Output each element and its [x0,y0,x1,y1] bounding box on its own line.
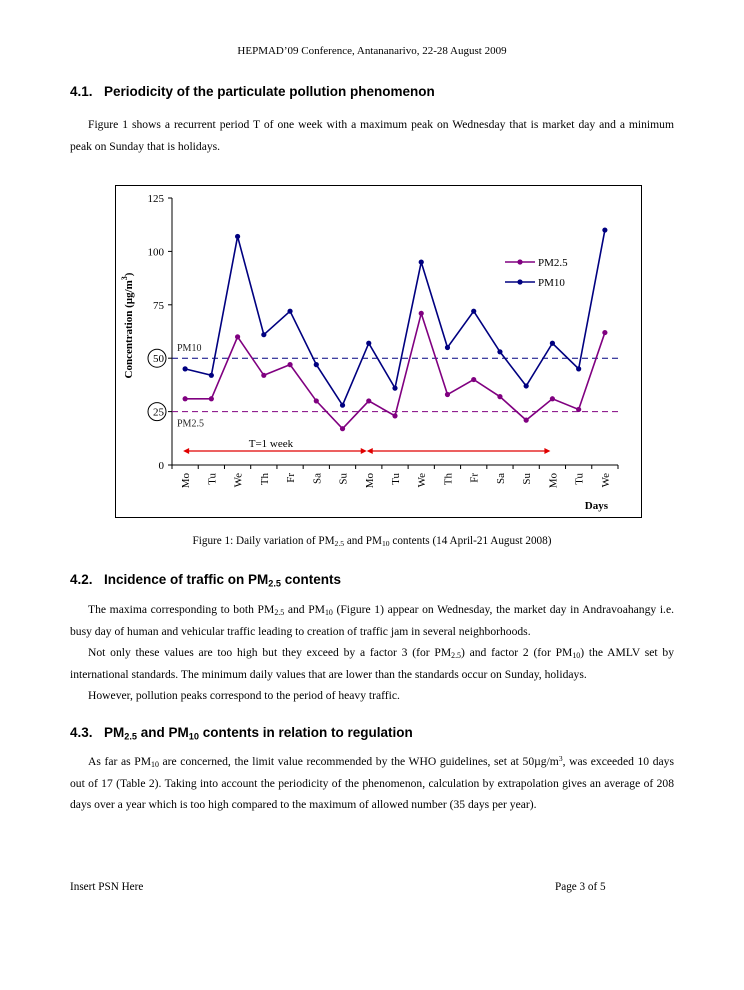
data-point [261,373,266,378]
subscript: 10 [572,650,581,660]
section-heading-4-2 [70,572,341,587]
paragraph [70,114,674,157]
x-tick-label: We [232,473,245,488]
x-tick-label: Th [442,473,455,486]
x-tick-label: We [599,473,612,488]
section-number: 4.3. [70,725,93,740]
y-axis-label-sup: 3 [120,276,129,281]
text-run: Periodicity of the particulate pollution phenomenon [104,84,435,99]
text-run: (Figure 1) appear on Wednesday, the market day in Andravoahangy i.e. busy day of human and vehicular traffic leading to creation of traffic jam in several neighborhoods. [70,603,674,638]
section-4-1-body [70,114,674,157]
data-point [366,341,371,346]
chart-svg [116,186,641,517]
page-header: HEPMAD’09 Conference, Antananarivo, 22-28 August 2009 [237,45,507,57]
subscript: 2.5 [334,538,345,548]
text-run: and PM [137,725,189,740]
x-axis-label: Days [584,500,608,512]
section-number: 4.2. [70,572,93,587]
arrow-head-right [361,448,367,454]
data-point [235,234,240,239]
data-point [235,334,240,339]
x-tick-label: Fr [468,473,481,483]
text-run: ) the AMLV set by international standards. The minimum daily values that are lower than the standards occur on Sunday, holidays. [70,646,675,681]
x-tick-label: Tu [206,473,219,485]
data-point [445,345,450,350]
data-point [524,383,529,388]
data-point [602,330,607,335]
paragraph [70,685,674,707]
section-4-2-body [70,599,674,707]
data-point [419,311,424,316]
superscript: 3 [558,754,563,764]
subscript: 2.5 [274,607,285,617]
data-point [340,403,345,408]
text-run: contents [281,572,342,587]
text-run: contents in relation to regulation [198,725,413,740]
y-tick-label: 25 [153,406,164,419]
data-point [497,349,502,354]
y-tick-label: 75 [153,299,164,312]
data-point [550,396,555,401]
paragraph [70,751,674,816]
x-tick-label: Mo [363,473,376,489]
x-tick-label: Su [337,473,350,485]
subscript: 10 [324,607,333,617]
arrow-head-right [544,448,550,454]
data-point [183,396,188,401]
x-tick-label: Th [258,473,271,486]
data-point [419,259,424,264]
subscript: 2.5 [451,650,461,660]
subscript: 10 [188,731,199,742]
y-tick-label: 100 [147,246,164,259]
data-point [576,366,581,371]
data-point [576,407,581,412]
y-axis-label-end: ) [123,272,135,277]
data-point [524,418,529,423]
arrow-head-left [183,448,189,454]
data-point [471,309,476,314]
subscript: 10 [151,759,159,769]
text-run: Figure 1 shows a recurrent period T of one week with a maximum peak on Wednesday that is market day and a minimum peak on Sunday that is holidays. [70,118,674,153]
data-point [314,362,319,367]
text-run: contents (14 April-21 August 2008) [389,535,552,547]
data-point [445,392,450,397]
reference-line-label: PM10 [177,343,202,355]
x-tick-label: Su [521,473,534,485]
data-point [471,377,476,382]
paragraph [70,599,674,642]
section-heading-4-3 [70,725,413,740]
section-heading-4-1 [70,84,435,99]
text-run: The maxima corresponding to both PM [88,603,275,616]
data-point [392,413,397,418]
subscript: 10 [381,538,390,548]
data-point [183,366,188,371]
data-point [602,227,607,232]
y-axis-label [120,272,135,378]
data-point [340,426,345,431]
legend-label: PM2.5 [538,257,568,269]
data-point [287,362,292,367]
x-tick-label: Sa [311,473,324,484]
arrow-head-left [367,448,373,454]
section-title [104,572,341,587]
y-axis-label-text: Concentration (µg/m [123,280,135,379]
section-title [104,725,413,740]
text-run: are concerned, the limit value recommended by the WHO guidelines, set at 50µg/m [158,755,559,768]
x-tick-label: Mo [180,473,193,489]
data-point [314,398,319,403]
legend-marker [517,279,522,284]
text-run: and PM [284,603,325,616]
data-point [209,396,214,401]
text-run: Incidence of traffic on PM [104,572,269,587]
legend-marker [517,259,522,264]
text-run: Not only these values are too high but they exceed by a factor 3 (for PM [88,646,452,659]
text-run: , was exceeded 10 days out of 17 (Table 2). Taking into account the periodicity of the phenomenon, calculation by extrapolation gives an average of 208 days over a year which is too high compared to the maximum of allowed number (35 days per year). [70,755,674,811]
data-point [261,332,266,337]
data-point [287,309,292,314]
reference-line-label: PM2.5 [177,418,204,430]
paragraph [70,642,674,685]
period-label: T=1 week [248,438,294,450]
page-number: Page 3 of 5 [555,881,606,893]
y-tick-label: 0 [158,460,164,472]
section-title [104,84,435,99]
data-point [366,398,371,403]
x-tick-label: Sa [494,473,507,484]
section-4-3-body [70,751,674,816]
x-tick-label: Tu [573,473,586,485]
data-point [550,341,555,346]
text-run: and PM [344,535,382,547]
text-run: ) and factor 2 (for PM [460,646,573,659]
text-run: As far as PM [88,755,152,768]
y-tick-label: 125 [147,193,164,205]
legend-label: PM10 [538,277,565,289]
text-run: Figure 1: Daily variation of PM [192,535,335,547]
data-point [497,394,502,399]
x-tick-label: We [416,473,429,488]
data-point [392,386,397,391]
y-tick-label: 50 [153,353,164,366]
text-run: PM [104,725,125,740]
text-run: However, pollution peaks correspond to the period of heavy traffic. [88,689,400,702]
x-tick-label: Mo [547,473,560,489]
subscript: 2.5 [124,731,138,742]
x-tick-label: Tu [390,473,402,485]
subscript: 2.5 [268,578,282,589]
figure-caption [0,535,744,547]
x-tick-label: Fr [285,473,298,483]
data-point [209,373,214,378]
figure-1-chart [115,185,642,518]
footer-left: Insert PSN Here [70,881,144,893]
section-number: 4.1. [70,84,93,99]
